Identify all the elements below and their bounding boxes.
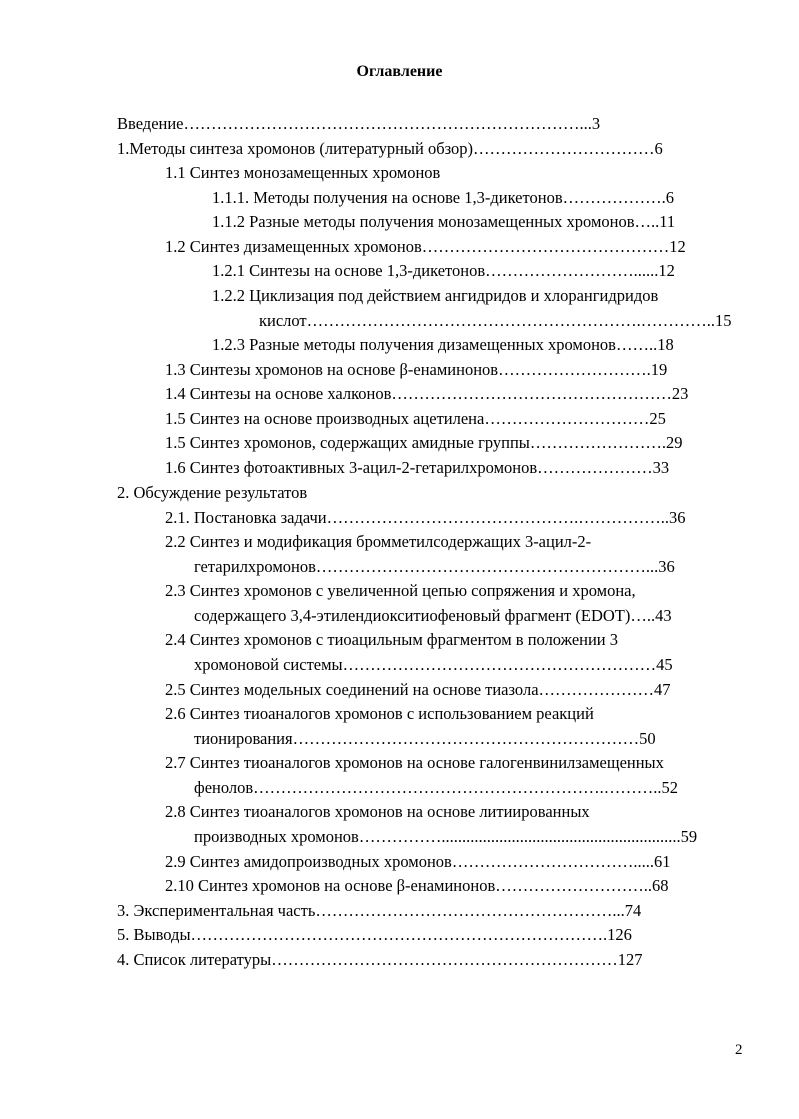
page-title: Оглавление bbox=[356, 63, 443, 80]
toc-entry: производных хромонов……………..........................................................59 bbox=[194, 827, 698, 846]
toc-entry: 2.9 Синтез амидопроизводных хромонов…………………………….....61 bbox=[165, 852, 671, 871]
toc-entry: 1.4 Синтезы на основе халконов……………………………………………23 bbox=[165, 384, 689, 403]
toc-entry: кислот…………………………………………………….…………..15 bbox=[259, 311, 732, 330]
toc-entry: 1.1.1. Методы получения на основе 1,3-дикетонов……………….6 bbox=[212, 188, 674, 207]
toc-entry: 2.7 Синтез тиоаналогов хромонов на основе галогенвинилзамещенных bbox=[165, 753, 664, 772]
toc-entry: хромоновой системы…………………………………………………45 bbox=[194, 655, 673, 674]
toc-entry: 2.1. Постановка задачи……………………………………….……………..36 bbox=[165, 508, 686, 527]
toc-entry: тионирования………………………………………………………50 bbox=[194, 729, 656, 748]
toc-entry: 2.10 Синтез хромонов на основе β-енаминонов………………………..68 bbox=[165, 876, 669, 895]
page-number: 2 bbox=[735, 1042, 743, 1058]
toc-entry: 1.Методы синтеза хромонов (литературный обзор)……………………………6 bbox=[117, 139, 663, 158]
toc-entry: 1.2.3 Разные методы получения дизамещенных хромонов……..18 bbox=[212, 335, 674, 354]
toc-entry: 1.5 Синтез хромонов, содержащих амидные группы…………………….29 bbox=[165, 433, 683, 452]
toc-entry: 2.5 Синтез модельных соединений на основе тиазола…………………47 bbox=[165, 680, 671, 699]
toc-entry: фенолов……………………………………………………….………..52 bbox=[194, 778, 679, 797]
toc-entry: 1.1.2 Разные методы получения монозамещенных хромонов…..11 bbox=[212, 212, 676, 231]
toc-entry: 5. Выводы………………………………………………………………….126 bbox=[117, 925, 632, 944]
toc-entry: 1.2 Синтез дизамещенных хромонов………………………………………12 bbox=[165, 237, 686, 256]
toc-entry: 4. Список литературы………………………………………………………127 bbox=[117, 950, 643, 969]
toc-entry: 1.3 Синтезы хромонов на основе β-енаминонов……………………….19 bbox=[165, 360, 668, 379]
toc-entry: 1.6 Синтез фотоактивных 3-ацил-2-гетарилхромонов…………………33 bbox=[165, 458, 670, 477]
toc-entry: 2.6 Синтез тиоаналогов хромонов с использованием реакций bbox=[165, 704, 594, 723]
toc-entry: 1.5 Синтез на основе производных ацетилена…………………………25 bbox=[165, 409, 666, 428]
toc-entry: 3. Экспериментальная часть………………………………………………...74 bbox=[117, 901, 642, 920]
toc-entry: 1.1 Синтез монозамещенных хромонов bbox=[165, 163, 441, 182]
toc-entry: 2.2 Синтез и модификация бромметилсодержащих 3-ацил-2- bbox=[165, 532, 592, 551]
toc-entry: 2. Обсуждение результатов bbox=[117, 483, 308, 502]
toc-entry: содержащего 3,4-этилендиокситиофеновый фрагмент (EDOT)…..43 bbox=[194, 606, 672, 625]
toc-entry: 1.2.1 Синтезы на основе 1,3-дикетонов………………………......12 bbox=[212, 261, 675, 280]
toc-entry: 2.3 Синтез хромонов с увеличенной цепью сопряжения и хромона, bbox=[165, 581, 636, 600]
toc-entry: Введение………………………………………………………………...3 bbox=[117, 114, 601, 133]
toc-entry: гетарилхромонов……………………………………………………...36 bbox=[194, 557, 675, 576]
toc-entry: 2.4 Синтез хромонов с тиоацильным фрагментом в положении 3 bbox=[165, 630, 619, 649]
toc-entry: 2.8 Синтез тиоаналогов хромонов на основе литиированных bbox=[165, 802, 590, 821]
toc-entry: 1.2.2 Циклизация под действием ангидридов и хлорангидридов bbox=[212, 286, 659, 305]
